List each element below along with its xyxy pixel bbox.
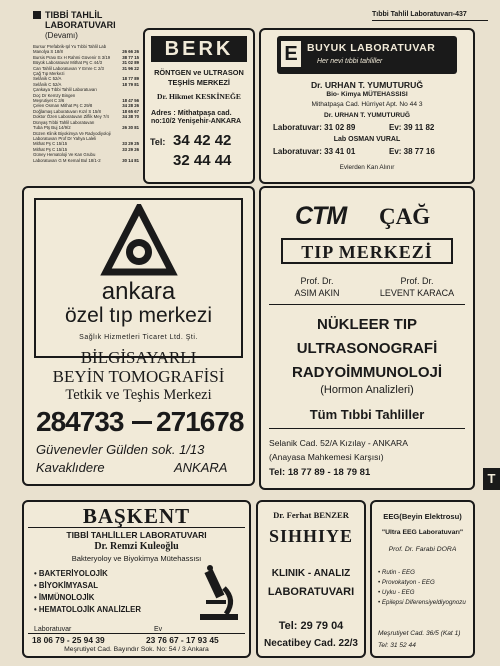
directory-entry-phone: 31 96 22 [122,65,139,71]
buyuk-subtitle: Bio- Kimya MÜTEHASSISI [326,91,408,98]
cag-prof1-title: Prof. Dr. [300,276,334,286]
side-tab: T [483,468,500,490]
eeg-items [378,568,473,608]
berk-ad [143,28,255,184]
section-title: TIBBİ TAHLİL [45,10,103,20]
baskent-ad [22,500,251,658]
directory-entry-phone: 18 65 67 [122,108,139,114]
eeg-item: • Rutin - EEG [378,569,415,576]
running-title: Tıbbi Tahlil Laboratuvarı-437 [372,11,467,18]
eeg-tel: Tel: 31 52 44 [378,642,416,649]
cag-service1: NÜKLEER TIP [316,316,417,333]
baskent-service-item: • HEMATOLOJİK ANALİZLER [34,605,141,614]
baskent-address: Meşrutiyet Cad. Bayındır Sok. No: 54 / 3 Ankara [64,646,209,653]
baskent-specialty: Bakteryoloy ve Biyokimya Mütehassısı [71,554,202,563]
baskent-lab-phones: 18 06 79 - 25 94 39 [32,635,105,645]
sihhiye-address: Necatibey Cad. 22/3 [264,638,358,649]
buyuk-doctor: Dr. URHAN T. YUMUTURUĞ [310,80,424,90]
cag-subtitle: TIP MERKEZİ [281,238,453,264]
ankara-line1: BİLGİSAYARLI [80,348,197,367]
cag-logo: CTM [295,202,347,230]
continued-label: (Devamı) [45,31,78,40]
berk-phone1: 34 42 42 [173,132,232,149]
sihhiye-line1: KLINIK - ANALIZ [271,568,351,579]
cag-service4: Tüm Tıbbi Tahliller [309,407,425,422]
directory-entry-phone: 31 02 89 [122,60,139,66]
directory-entry-name: Dünyaş Tıbbi Tahlil Laboratuvarı [33,119,95,125]
ankara-district: Kavaklıdere [36,460,105,475]
directory-entry-name: Büyük Laboratuvar Mithat Pş C 44/3 [33,60,103,66]
cag-tip-ad [259,186,475,490]
directory-entry-name: Güney Hematoloji Ve Kan Grubu [33,152,96,158]
directory-entry [33,158,139,163]
header-rule [372,20,488,21]
directory-entry-name: Bursis Prası Ex H Rahmi Güvenir S 3/19 [33,54,111,60]
directory-entry-name: Bursur Prefabrik-Ipl Yu Tıbbi Tahlil Lab [33,44,107,49]
ankara-ozel-tip-ad [22,186,255,486]
microscope-icon [196,564,242,622]
eeg-item: • Epilepsi Diferensiyeldiyognozu [378,599,466,606]
cag-service3: RADYOİMMUNOLOJİ [292,364,442,381]
directory-entry-name: Mithat Pş C 15/15 [33,146,68,152]
ankara-tagline: Sağlık Hizmetleri Ticaret Ltd. Şti. [79,334,198,341]
cag-address: Selanik Cad. 52/A Kızılay - ANKARA [269,438,408,448]
eeg-item: • Uyku - EEG [378,589,415,596]
directory-entry-phone: 26 66 26 [122,49,139,55]
eeg-address: Meşrutiyet Cad. 36/5 (Kat 1) [378,630,461,637]
directory-entry-phone: 34 28 26 [122,103,139,109]
berk-phone2: 32 44 44 [173,152,232,169]
cag-prof1-name: ASIM AKIN [294,288,340,298]
baskent-rule2 [28,633,245,634]
buyuk-banner [277,36,457,74]
directory-entry-phone: 38 77 15 [122,54,139,60]
directory-entry-name: Manolya S 18/8 [33,49,63,55]
sihhiye-doctor: Dr. Ferhat BENZER [273,510,349,520]
buyuk-title: BUYUK LABORATUVAR [307,42,436,54]
buyuk-lab-phone2: Laboratuvar: 33 41 01 [273,147,356,156]
buyuk-address: Mithatpaşa Cad. Hürriyet Apt. No 44 3 [311,101,423,108]
buyuk-lab-person: Lab OSMAN VURAL [333,136,401,143]
berk-address1: Adres : Mithatpaşa cad. [151,108,232,117]
ankara-line3: Tetkik ve Teşhis Merkezi [65,387,212,403]
berk-address2: no:10/2 Yenişehir-ANKARA [151,118,242,125]
directory-entry-phone: 26 30 81 [122,125,139,131]
cag-divider [269,304,465,305]
directory-entry-name: Selânik C 52/A [33,81,62,87]
ankara-phone2: 271678 [156,406,244,437]
baskent-rule [28,527,245,528]
baskent-doctor: Dr. Remzi Kuleoğlu [94,541,179,552]
directory-entry-phone: 33 29 26 [122,146,139,152]
buyuk-home-phone1: Ev: 39 11 82 [389,123,435,132]
sihhiye-tel: Tel: 29 79 04 [278,620,344,632]
directory-entry-name: Doğlamaş Laboratuvarı Kızıl S 15/8 [33,108,101,114]
cag-tel: Tel: 18 77 89 - 18 79 81 [269,467,371,478]
buyuk-home-phone2: Ev: 38 77 16 [389,147,435,156]
directory-entry-name: Doç Dr Kemzy Bingen [33,92,76,98]
directory-entry-name: Düzen Klinik Biyokimya Ve Radyodiyoloji [33,130,111,136]
baskent-service-item: • BİYOKİMYASAL [34,581,98,590]
berk-logo: BERK [151,36,247,62]
buyuk-tagline: Her nevi tıbbi tahliller [317,58,383,65]
berk-line2: TEŞHİS MERKEZİ [167,78,230,87]
section-title-line2: LABORATUVARI [45,20,116,30]
sihhiye-ad [256,500,366,658]
cag-service2: ULTRASONOGRAFİ [296,340,438,357]
eeg-item: • Provokatyon - EEG [378,579,435,586]
baskent-services [34,568,184,616]
directory-list [33,44,139,184]
bullet-square-icon [33,11,41,19]
eeg-subtitle: "Ultra EEG Laboratuvarı" [381,529,464,536]
cag-divider2 [269,428,465,429]
directory-entry-name: Çelen Osman Mithat Pş C 29/8 [33,103,93,109]
directory-entry-phone: 18 79 81 [122,81,139,87]
directory-entry-name: Selânik C 52/A [33,76,62,82]
ankara-line2: BEYİN TOMOGRAFİSİ [52,367,225,386]
baskent-title: BAŞKENT [82,504,191,528]
baskent-service-item: • BAKTERİYOLOJİK [34,569,108,578]
baskent-subtitle: TIBBİ TAHLİLLER LABORATUVARI [66,530,207,540]
baskent-lab-label: Laboratuvar [34,626,72,633]
buyuk-logo-icon: E [281,41,301,67]
baskent-home-label: Ev [154,626,163,633]
ankara-city: ANKARA [174,460,228,475]
berk-line1: RÖNTGEN ve ULTRASON [154,68,244,77]
directory-entry-name: Can Tahlil Laboratuvarı Y Emre C 2/3 [33,65,104,71]
ankara-address: Güvenevler Gülden sok. 1/13 [36,442,205,457]
directory-entry-name: Laboratuvarı Prof Dr Yahya Laleli [33,135,97,141]
directory-entry-name: Çağ Tıp Merkezi [33,71,65,77]
directory-entry-phone: 33 29 25 [122,141,139,147]
buyuk-lab-ad [259,28,475,184]
eeg-doctor: Prof. Dr. Farabi DORA [388,546,457,553]
directory-entry-phone: 30 14 81 [122,157,139,163]
cag-service3-sub: (Hormon Analizleri) [320,384,414,396]
directory-entry-phone: 18 77 89 [122,76,139,82]
buyuk-lab-phone1: Laboratuvar: 31 02 89 [273,123,356,132]
ankara-phone-dash [132,421,152,424]
cag-prof2-title: Prof. Dr. [400,276,434,286]
sihhiye-line2: LABORATUVARI [267,586,355,598]
eeg-ad [370,500,475,658]
directory-entry-name: Meşrutiyet C 3/6 [33,98,65,104]
directory-entry-name: Doktor Özen Laboratuvarı Ziflik Mey 7/4 [33,114,109,120]
buyuk-footer: Evlerden Kan Alınır [339,164,395,171]
directory-entry-phone: 18 47 56 [122,98,139,104]
buyuk-doctor2: Dr. URHAN T. YUMUTURUĞ [324,112,410,119]
berk-tel-label: Tel: [150,137,166,147]
berk-doctor: Dr. Hikmet KESKİNEĞE [157,92,241,101]
ankara-brand: ankara [101,278,176,305]
baskent-home-phones: 23 76 67 - 17 93 45 [146,635,219,645]
directory-entry-name: Çankaya Tıbbi Tahlil Laboratuvarı [33,87,97,93]
directory-entry-name: Laboratuvarı G M Kemal Bul 18/1-2 [33,157,101,163]
cag-prof2-name: LEVENT KARACA [379,288,455,298]
directory-entry-name: Mithat Pş C 15/15 [33,141,68,147]
directory-entry-name: Tuba Ptş Buj 14/9/2 [33,125,71,131]
baskent-service-item: • İMMÜNOLOJİK [34,593,95,602]
cag-address2: (Anayasa Mahkemesi Karşısı) [269,452,384,462]
cag-name: ÇAĞ [379,204,431,229]
ankara-logo-icon [98,204,180,280]
ankara-brand2: özel tıp merkezi [64,304,213,327]
directory-entry-phone: 34 38 70 [122,114,139,120]
sihhiye-name: SIHHIYE [268,526,354,546]
ankara-logo-frame [34,198,243,358]
ankara-phone1: 284733 [36,406,124,437]
eeg-title: EEG(Beyin Elektrosu) [383,512,462,521]
